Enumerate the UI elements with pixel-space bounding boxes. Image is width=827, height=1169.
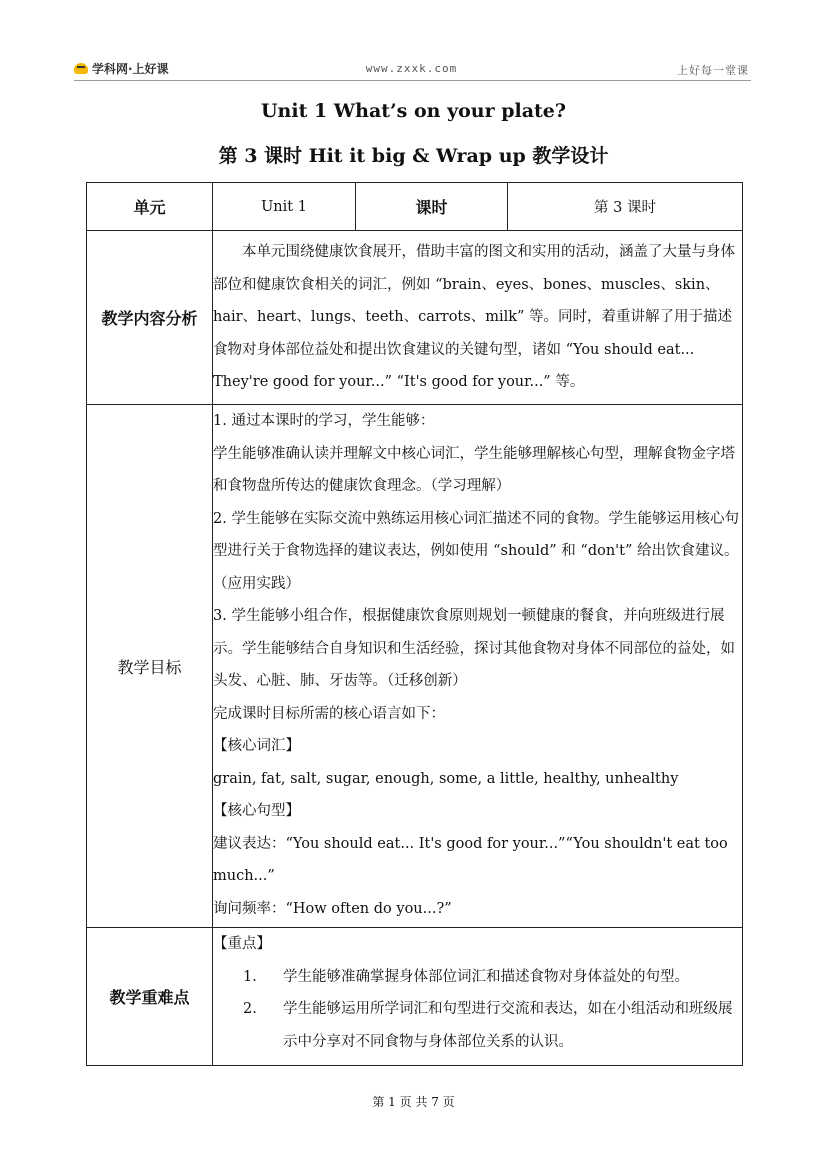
core-sentence-heading: 【核心句型】	[213, 803, 300, 819]
table-row-objectives	[87, 405, 743, 928]
objective-line: 完成课时目标所需的核心语言如下：	[213, 705, 445, 722]
content-analysis-text: 本单元围绕健康饮食展开，借助丰富的图文和实用的活动，涵盖了大量与身体部位和健康饮食相关的词汇，例如 “brain、eyes、bones、muscles、skin、hair、heart、lungs、teeth、carrots、milk” 等。同时，着重讲解了用于描述食物对身体部位益处和提出饮食建议的关键句型，诸如 “You should eat... They're good for your...” “It's good for your...” 等。	[213, 244, 735, 391]
brand-name: 学科网·上好课	[92, 62, 169, 76]
list-item	[213, 961, 742, 994]
table-row-unit	[87, 183, 743, 231]
list-item-number: 1.	[243, 968, 257, 985]
table-row-content-analysis	[87, 231, 743, 405]
list-item-text: 学生能够运用所学词汇和句型进行交流和表达，如在小组活动和班级展示中分享对不同食物与身体部位关系的认识。	[283, 1001, 733, 1050]
content-analysis-label: 教学内容分析	[87, 231, 213, 405]
core-vocab-heading: 【核心词汇】	[213, 738, 300, 754]
slogan: 上好每一堂课	[677, 64, 749, 77]
unit-value: Unit 1	[213, 183, 356, 231]
core-vocab-list: grain, fat, salt, sugar, enough, some, a little, healthy, unhealthy	[213, 770, 679, 787]
objective-line: 1. 通过本课时的学习，学生能够：	[213, 413, 435, 429]
core-sentence-frequency: 询问频率：“How often do you...?”	[213, 900, 452, 917]
lesson-value: 第 3 课时	[508, 183, 743, 231]
core-sentence-advice: 建议表达：“You should eat... It's good for your...”“You shouldn't eat too much...”	[213, 835, 728, 884]
page-header	[74, 58, 749, 82]
objective-line: 学生能够准确认读并理解文中核心词汇，学生能够理解核心句型，理解食物金字塔和食物盘所传达的健康饮食理念。（学习理解）	[213, 445, 735, 494]
list-item	[213, 993, 742, 1058]
list-item-text: 学生能够准确掌握身体部位词汇和描述食物对身体益处的句型。	[283, 968, 689, 985]
key-points-label: 教学重难点	[87, 928, 213, 1066]
site-url: www.zxxk.com	[365, 62, 458, 75]
objectives-label: 教学目标	[87, 405, 213, 928]
objective-line: 3. 学生能够小组合作，根据健康饮食原则规划一顿健康的餐食，并向班级进行展示。学生能够结合自身知识和生活经验，探讨其他食物对身体不同部位的益处，如头发、心脏、肺、牙齿等。（迁移创新）	[213, 608, 735, 689]
header-divider	[74, 80, 751, 81]
page-footer: 第 1 页 共 7 页	[372, 1095, 455, 1109]
doc-subtitle: 第 3 课时 Hit it big & Wrap up 教学设计	[218, 145, 609, 167]
key-points-heading: 【重点】	[213, 936, 271, 952]
lesson-plan-table	[86, 182, 743, 1066]
objective-line: 2. 学生能够在实际交流中熟练运用核心词汇描述不同的食物。学生能够运用核心句型进行关于食物选择的建议表达，例如使用 “should” 和 “don't” 给出饮食建议。（应用实践）	[213, 510, 739, 592]
unit-label: 单元	[87, 183, 213, 231]
table-row-key-points	[87, 928, 743, 1066]
lesson-label: 课时	[356, 183, 508, 231]
doc-title: Unit 1 What’s on your plate?	[260, 100, 567, 122]
list-item-number: 2.	[243, 1001, 257, 1017]
